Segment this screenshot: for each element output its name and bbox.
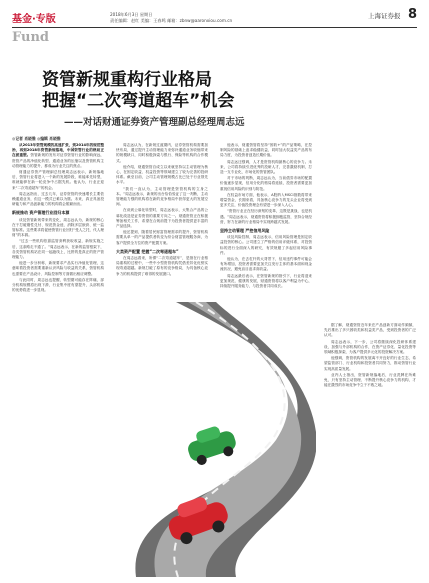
lead-text: 从2013年资管规模的高速扩张，到2014年的规范整治，再到2018年资管新规落地，中国资管行业的格局正在被重塑。 <box>12 143 104 158</box>
newspaper-logo: 上海证券报 <box>368 12 401 20</box>
section-label: 基金·专版 <box>12 14 56 25</box>
headline-line-2: 把握“二次弯道超车”机会 <box>42 91 235 111</box>
paragraph-text: 在谈到公募化转型时，周志远表示，大集合产品的公募化改造是证券资管的重要方向之一。财通资管正在积极筹备相关工作，希望在合规前提下为投资者提供更丰富的产品选择。 <box>116 208 208 229</box>
article-paragraph <box>220 160 312 176</box>
article-column-4 <box>324 323 416 573</box>
article-paragraph <box>220 274 312 290</box>
article-paragraph <box>220 193 312 209</box>
article-paragraph <box>12 143 104 169</box>
paragraph-text: “我们一直认为，主动管理是资管机构的立身之本。”周志远表示，新规的出台恰恰验证了这一判断，主动管理能力强的机构将在新的竞争格局中获得更大的发展空间。 <box>116 186 208 207</box>
headline-line-1: 资管新规重构行业格局 <box>42 70 212 90</box>
article-paragraph <box>220 209 312 225</box>
paragraph-text: 周志远指出，过去几年，证券资管的快速增长主要依赖通道业务，但这一模式已难以为继。未来，真正具备投研能力和产品创新能力的机构将会脱颖而出。 <box>12 191 104 207</box>
paragraph-text: 与此同时，周志远也提醒，转型期可能存在阵痛，部分机构规模将出现下滑，行业集中度有望提升，头部机构的优势将进一步显现。 <box>12 277 104 293</box>
article-paragraph <box>12 278 104 294</box>
paragraph-text: 他表示，财通资管将坚持“固收+”的产品策略，在控制风险的基础上追求稳健收益，同时加大权益类产品的布局力度，为投资者创造长期价值。 <box>220 143 312 158</box>
paragraph-text: 财通证券资产管理副总经理周志远表示，新规落地后，资管行业将进入一个新的发展阶段，谁能率先转型，谁就能够在新一轮竞争中占据先机。他认为，行业正迎来“二次弯道超车”的机会。 <box>12 170 104 190</box>
article-paragraph <box>116 143 208 164</box>
article-paragraph <box>116 230 208 246</box>
article-paragraph <box>324 356 416 372</box>
subheading: 新规推动 资产管理行业回归本源 <box>12 210 70 216</box>
paragraph-text: 在权益市场方面，他表示，A股纳入MSCI指数将带来增量资金，长期来看，具备核心竞争力的龙头企业将受到更多关注，价值投资理念有望进一步深入人心。 <box>220 192 312 208</box>
article-paragraph <box>324 373 416 389</box>
paragraph-text: 业内人士指出，资管新规落地后，行业洗牌在所难免，只有坚持主动管理、不断提升核心竞争力的机构，才能在激烈的市场竞争中立于不败之地。 <box>324 372 416 388</box>
article-paragraph <box>220 176 312 192</box>
paragraph-text: “过去一些机构依靠监管套利获取收益，新规实施之后，这条路走不通了。”周志远表示，在新的监管框架下，各类资管机构站在同一起跑线上，比拼的是真正的资产管理能力。 <box>12 239 104 260</box>
article-paragraph <box>116 208 208 229</box>
article-paragraph <box>220 143 312 159</box>
article-paragraph <box>12 261 104 277</box>
article-paragraph <box>12 170 104 191</box>
article-paragraph <box>220 235 312 256</box>
paragraph-text: 对于市场的判断，周志远认为，当前债券市场的配置价值逐步显现，信用分化的格局将延续，投资者需要更加重视信用风险的识别与防范。 <box>220 176 312 191</box>
editor-info: 责任编辑：赵红 美编：王春鸣 邮箱：zbnw@aaronxiou.com.cn <box>110 17 233 23</box>
article-paragraph <box>12 218 104 239</box>
article-paragraph <box>220 257 312 273</box>
paragraph-text: 周志远认为，在新规过渡期内，证券资管机构需要加快布局，通过提升主动管理能力来弥补通道业务收缩带来的规模缺口，同时积极探索与银行、保险等机构的合作模式。 <box>116 143 208 163</box>
paragraph-text: 周志远表示，下一步，公司将继续深化投研体系建设，加强与外部机构的合作，在资产证券化、量化投资等领域积极探索，为客户提供多元化的投资解决方案。 <box>324 339 416 355</box>
article-paragraph <box>116 165 208 186</box>
header-rule <box>12 27 417 28</box>
paragraph-text: 他认为，在去杠杆的大背景下，信用违约事件可能会有所增加，投资者需要更加关注发行主体的基本面和现金流状况，避免盲目追求高收益。 <box>220 257 312 272</box>
article-paragraph <box>12 192 104 208</box>
paragraph-text: 周志远还强调，人才是资管机构最核心的竞争力。未来，公司将持续引进优秀的投研人才，完善激励机制，打造一支专业化、市场化的资管团队。 <box>220 159 312 175</box>
paragraph-text: 他介绍，财通资管自成立以来就坚持以主动管理为核心，在固定收益、权益投资等领域建立了较为完善的投研体系。截至目前，公司主动管理规模占比已处于行业领先水平。 <box>116 164 208 185</box>
paragraph-text: 他进一步分析称，新规要求产品实行净值化管理，这意味着投资者需要重新认识风险与收益的关系，资管机构也需要在产品设计、风险控制等方面做出相应调整。 <box>12 261 104 276</box>
article-paragraph <box>12 239 104 260</box>
subheading: 大类资产配置 把握“二次弯道超车” <box>116 248 179 254</box>
article-paragraph <box>116 187 208 208</box>
issue-date: 2018年6月3日 星期日 <box>110 12 153 17</box>
paragraph-text: 资管新规的发布对证券资管行业的影响深远，资管产品的净值化转型、通道业务的压缩以及资管机构主动管理能力的提升，都成为行业关注的焦点。 <box>12 153 104 168</box>
paragraph-text: 谈及风险控制，周志远表示，信用风险管理是固定收益投资的核心。公司建立了严格的信用评级体系，对投资标的进行全面深入的研究，有效规避了多起信用风险事件。 <box>220 235 312 255</box>
header-meta <box>110 12 232 23</box>
paragraph-text: 在周志远看来，所谓“二次弯道超车”，是指在行业格局重构的过程中，一些中小型资管机构凭借差异化优势实现弯道超越。新规打破了原有的竞争格局，为具备核心竞争力的机构提供了难得的发展窗口。 <box>116 256 208 276</box>
fund-label: Fund <box>12 30 49 45</box>
road-cars-illustration <box>116 302 316 577</box>
article-paragraph <box>116 256 208 277</box>
article-paragraph <box>324 323 416 339</box>
paragraph-text: 他还提到，随着居民财富管理需求的提升，资管机构需要从单一的产品提供者转变为综合财富管理服务商，为客户提供全方位的资产配置方案。 <box>116 230 208 245</box>
paragraph-text: 谈及资管新规带来的变化，周志远认为，新规的核心在于打破刚性兑付、规范资金池、消除多层嵌套、统一监管标准。这些要求将促使资管行业回归“受人之托、代人理财”的本源。 <box>12 217 104 238</box>
paragraph-text: “资管行业正在经历深刻的变革，这既是挑战，也是机遇。”周志远表示，财通资管将积极拥抱监管，坚持合规经营，努力在新的行业格局中实现跨越式发展。 <box>220 209 312 224</box>
headline-subtitle: ——对话财通证券资产管理副总经理周志远 <box>64 117 245 128</box>
subheading: 坚持主动管理 严控信用风险 <box>220 228 270 234</box>
article-paragraph <box>324 340 416 356</box>
paragraph-text: 据了解，财通资管近年来在产品创新方面动作频频，先后推出了多只固收类和权益类产品，受到投资者的广泛认可。 <box>324 323 416 338</box>
paragraph-text: 周志远最后表示，在资管新规的指引下，行业将迎来更加规范、健康的发展，财通资管将以客户利益为中心，持续提升服务能力，与投资者共同成长。 <box>220 273 312 289</box>
article-column-1 <box>12 143 104 573</box>
page-number: 8 <box>408 7 418 22</box>
byline: ◎记者 肖晓雅 ◎编辑 肖晓雅 <box>12 136 61 141</box>
paragraph-text: 他强调，资管机构的发展离不开良好的行业生态，希望监管部门、行业机构和投资者共同努力，推动资管行业实现高质量发展。 <box>324 356 416 371</box>
